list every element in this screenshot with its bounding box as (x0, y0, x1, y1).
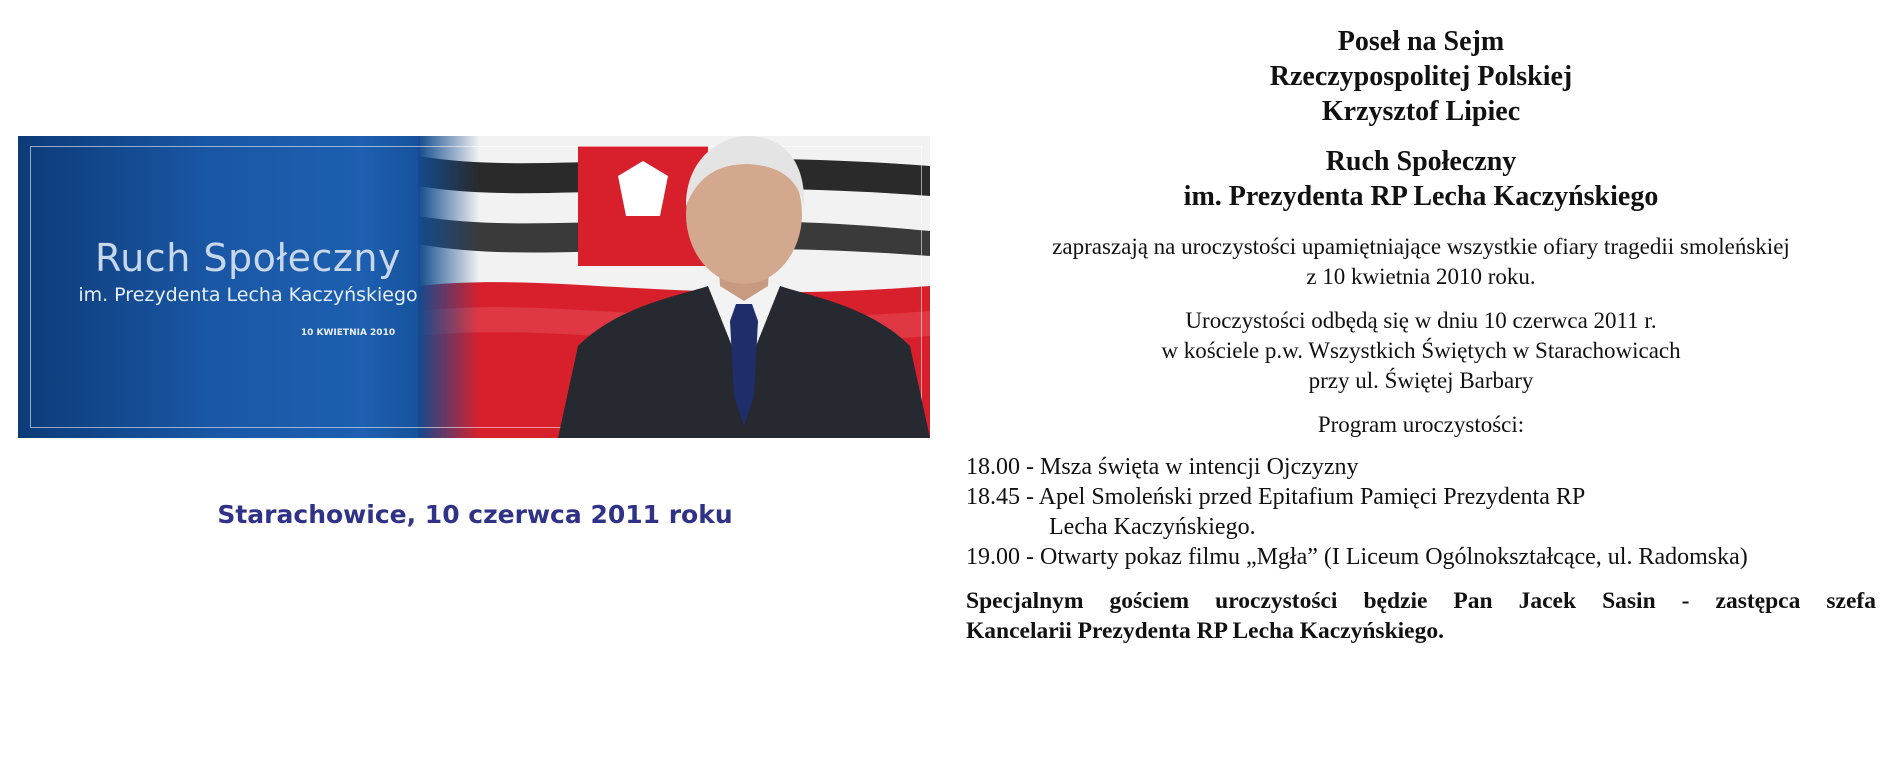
location-line-2: w kościele p.w. Wszystkich Świętych w Starachowicach (1161, 338, 1681, 363)
program-item-2-continued: Lecha Kaczyńskiego. (1049, 514, 1256, 540)
banner-date: 10 KWIETNIA 2010 (300, 328, 396, 338)
movement-line-2: im. Prezydenta RP Lecha Kaczyńskiego (1183, 181, 1659, 212)
banner-subtitle: im. Prezydenta Lecha Kaczyńskiego (78, 284, 418, 306)
special-guest-note (966, 586, 1876, 646)
special-word: szefa (1826, 588, 1876, 614)
special-word: Jacek (1518, 588, 1577, 614)
special-word: będzie (1363, 588, 1428, 614)
header-line-2: Rzeczypospolitej Polskiej (1269, 61, 1573, 92)
invitation-line-1: zapraszają na uroczystości upamiętniające wszystkie ofiary tragedii smoleńskiej (1052, 234, 1790, 259)
header-line-3: Krzysztof Lipiec (1321, 96, 1521, 127)
place-date: Starachowice, 10 czerwca 2011 roku (217, 500, 733, 529)
program-item-1: 18.00 - Msza święta w intencji Ojczyzny (966, 454, 1359, 480)
banner-image (18, 136, 930, 438)
program-title: Program uroczystości: (1317, 412, 1525, 437)
location-line-1: Uroczystości odbędą się w dniu 10 czerwca 2011 r. (1185, 308, 1657, 333)
special-word: zastępca (1715, 588, 1801, 614)
movement-line-1: Ruch Społeczny (1325, 146, 1517, 177)
invitation-paragraph (966, 232, 1876, 292)
program-list (966, 452, 1876, 572)
program-item-2: 18.45 - Apel Smoleński przed Epitafium Pamięci Prezydenta RP (966, 484, 1586, 510)
location-paragraph (966, 306, 1876, 396)
special-word: Sasin (1602, 588, 1656, 614)
movement-header (966, 144, 1876, 214)
invitation-line-2: z 10 kwietnia 2010 roku. (1306, 264, 1536, 289)
special-word: - (1681, 588, 1690, 614)
program-item-3: 19.00 - Otwarty pokaz filmu „Mgła” (I Liceum Ogólnokształcące, ul. Radomska) (966, 544, 1748, 570)
special-word: Specjalnym (966, 588, 1084, 614)
banner-title: Ruch Społeczny (95, 236, 401, 280)
special-line-1 (966, 586, 1876, 616)
location-line-3: przy ul. Świętej Barbary (1308, 368, 1534, 393)
mp-header (966, 24, 1876, 129)
special-word: Pan (1453, 588, 1493, 614)
header-line-1: Poseł na Sejm (1337, 26, 1505, 57)
special-word: uroczystości (1215, 588, 1338, 614)
special-word: gościem (1109, 588, 1190, 614)
portrait-photo (558, 136, 930, 438)
special-line-2: Kancelarii Prezydenta RP Lecha Kaczyńskiego. (966, 618, 1444, 644)
